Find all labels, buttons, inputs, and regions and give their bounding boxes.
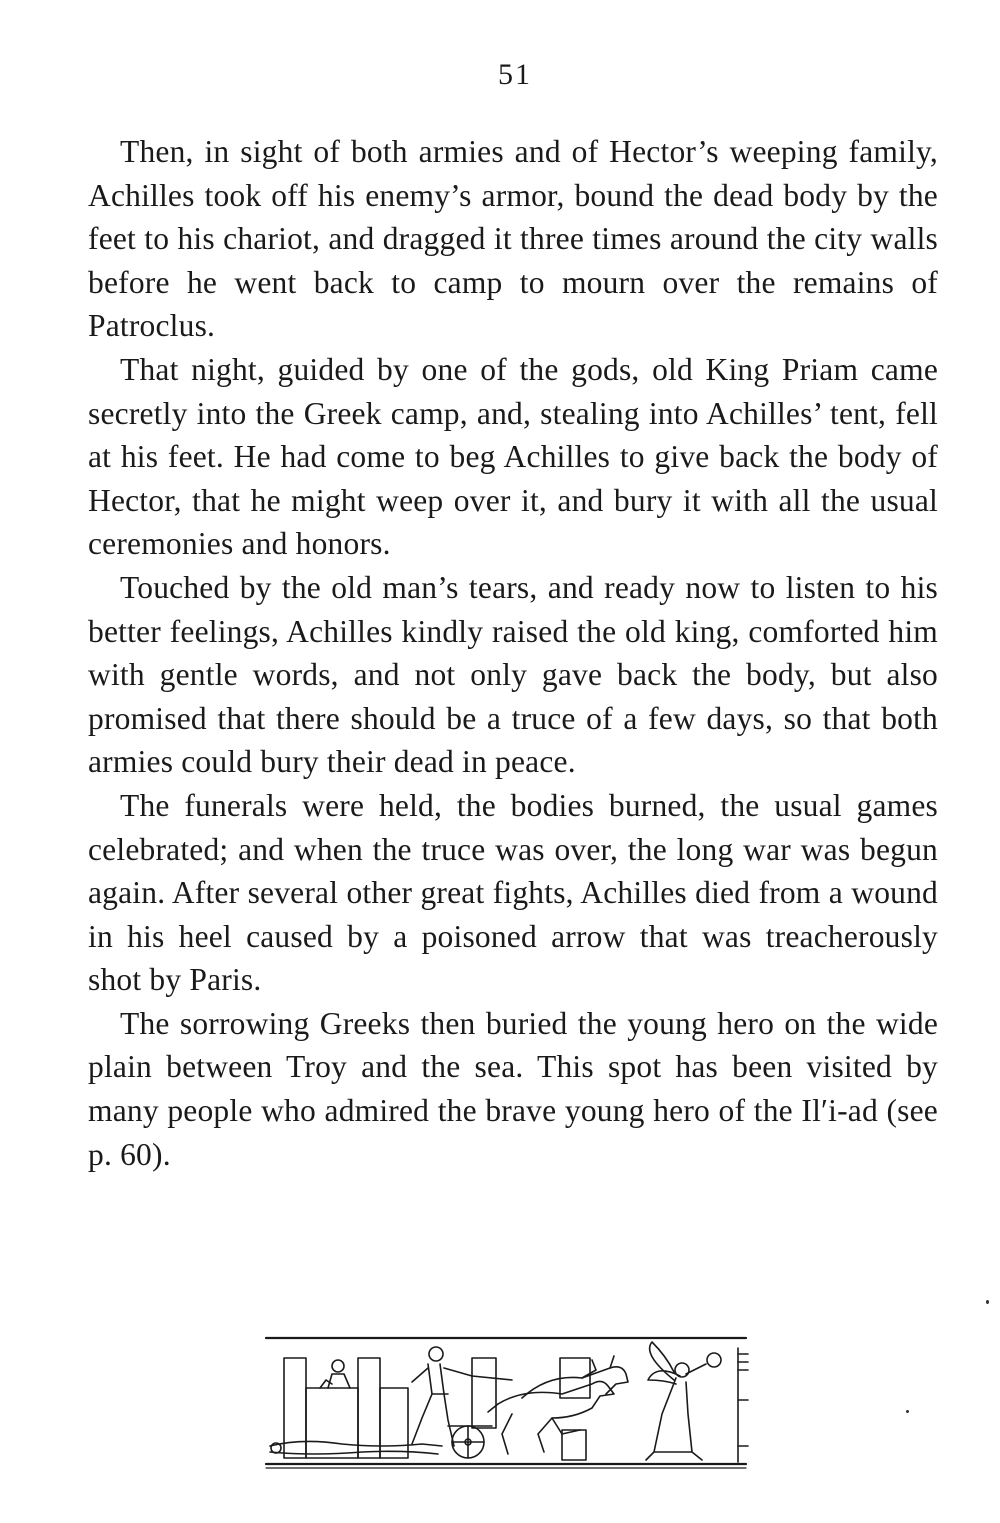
scan-speck — [906, 1410, 909, 1413]
paragraph-4: The funerals were held, the bodies burned, the usual games celebrated; and when the truce was over, the long war was begun again. After several other great fights, Achilles died from a wound in his heel caused by a poisoned arrow that was treacherously shot by Paris. — [88, 787, 938, 998]
paragraph-2: That night, guided by one of the gods, old King Priam came secretly into the Greek camp, and, stealing into Achilles’ tent, fell at his feet. He had come to beg Achilles to give back the body of Hector, that he might weep over it, and bury it with all the usual ceremonies and honors. — [88, 351, 938, 562]
frieze-illustration — [262, 1334, 756, 1474]
paragraph-3: Touched by the old man’s tears, and ready now to listen to his better feelings, Achilles kindly raised the old king, comforted him with gentle words, and not only gave back the body, but also promised that there should be a truce of a few days, so that both armies could bury their dead in peace. — [88, 569, 938, 780]
scan-speck — [986, 1300, 989, 1304]
paragraph-5: The sorrowing Greeks then buried the young hero on the wide plain between Troy and the sea. This spot has been visited by many people who admired the brave young hero of the Il′i-ad (see p. 60). — [88, 1005, 938, 1172]
body-text — [88, 130, 938, 1176]
page-number: 51 — [498, 58, 532, 91]
paragraph-1: Then, in sight of both armies and of Hector’s weeping family, Achilles took off his enemy’s armor, bound the dead body by the feet to his chariot, and dragged it three times around the city walls before he went back to camp to mourn over the remains of Patroclus. — [88, 134, 938, 344]
